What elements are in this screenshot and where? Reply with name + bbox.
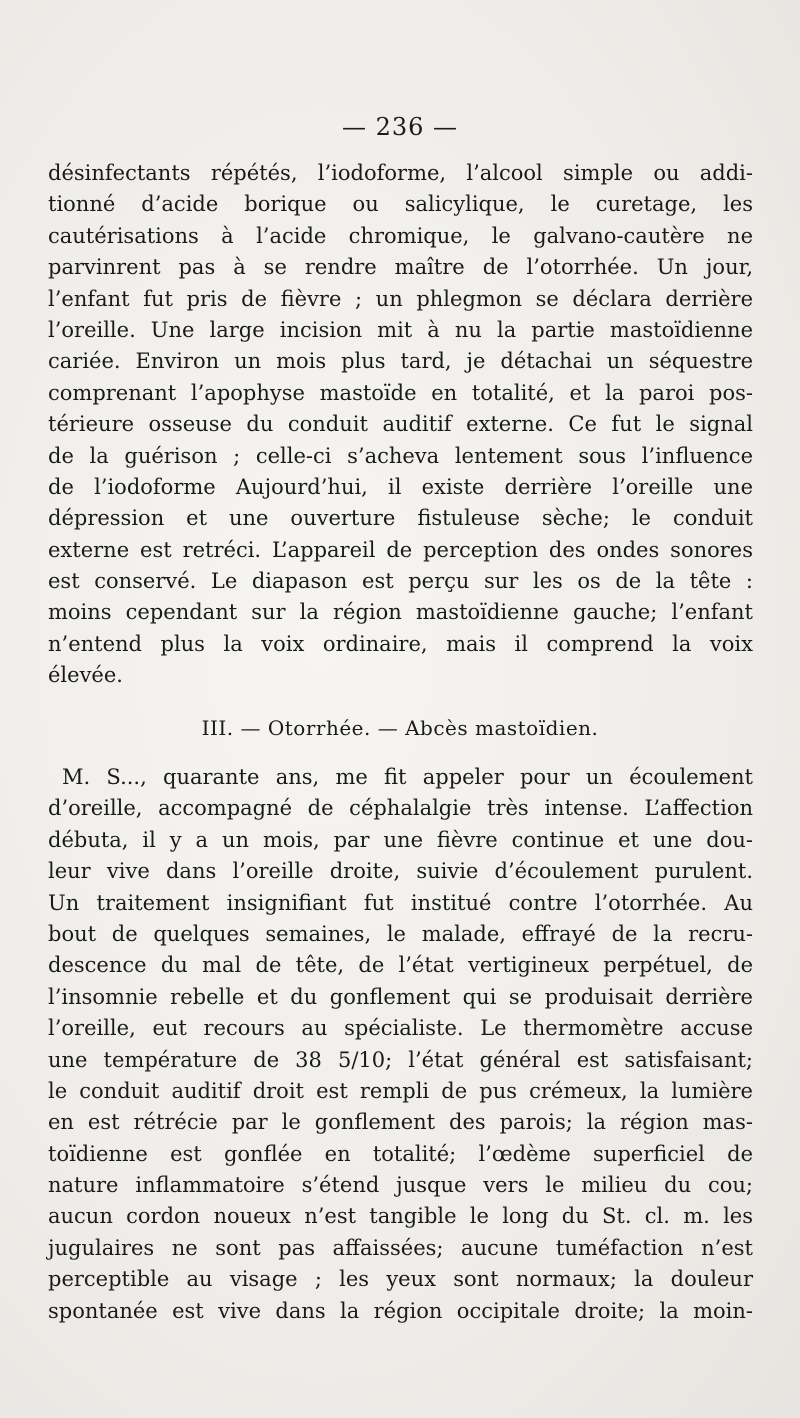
text-line: cautérisations à l’acide chromique, le galvano-cautère ne bbox=[48, 223, 753, 248]
text-line: est conservé. Le diapason est perçu sur les os de la tête : bbox=[48, 569, 753, 594]
text-line: perceptible au visage ; les yeux sont normaux; la douleur bbox=[48, 1267, 753, 1292]
text-line: descence du mal de tête, de l’état vertigineux perpétuel, de bbox=[48, 953, 753, 978]
text-line: M. S..., quarante ans, me fit appeler pour un écoulement bbox=[62, 765, 753, 789]
text-line: de la guérison ; celle-ci s’acheva lentement sous l’influence bbox=[48, 443, 753, 468]
page-number: — 236 — bbox=[341, 113, 459, 141]
text-line: l’oreille. Une large incision mit à nu la partie mastoïdienne bbox=[48, 317, 753, 342]
text-line: nature inflammatoire s’étend jusque vers le milieu du cou; bbox=[48, 1173, 753, 1198]
text-line: moins cependant sur la région mastoïdienne gauche; l’enfant bbox=[48, 600, 753, 625]
text-line: n’entend plus la voix ordinaire, mais il comprend la voix bbox=[48, 631, 753, 656]
text-line: Un traitement insignifiant fut institué contre l’otorrhée. Au bbox=[48, 890, 753, 915]
text-line: dépression et une ouverture fistuleuse sèche; le conduit bbox=[48, 506, 753, 531]
text-line: en est rétrécie par le gonflement des parois; la région mas- bbox=[48, 1110, 753, 1135]
text-line: une température de 38 5/10; l’état général est satisfaisant; bbox=[48, 1047, 753, 1072]
text-line: le conduit auditif droit est rempli de pus crémeux, la lumière bbox=[48, 1078, 753, 1103]
text-line: externe est retréci. L’appareil de perception des ondes sonores bbox=[48, 537, 753, 562]
paragraph-case-report bbox=[48, 762, 753, 1327]
paragraph-continued bbox=[48, 158, 753, 692]
text-line: spontanée est vive dans la région occipitale droite; la moin- bbox=[48, 1298, 753, 1323]
text-line: élevée. bbox=[48, 663, 123, 688]
text-line: jugulaires ne sont pas affaissées; aucune tuméfaction n’est bbox=[48, 1235, 753, 1260]
text-line: désinfectants répétés, l’iodoforme, l’alcool simple ou addi- bbox=[48, 161, 753, 185]
text-line: de l’iodoforme Aujourd’hui, il existe derrière l’oreille une bbox=[48, 474, 753, 499]
text-line: tionné d’acide borique ou salicylique, le curetage, les bbox=[48, 192, 753, 217]
text-line: bout de quelques semaines, le malade, effrayé de la recru- bbox=[48, 921, 753, 946]
text-line: parvinrent pas à se rendre maître de l’otorrhée. Un jour, bbox=[48, 255, 753, 280]
text-line: térieure osseuse du conduit auditif externe. Ce fut le signal bbox=[48, 412, 753, 437]
text-line: toïdienne est gonflée en totalité; l’œdème superficiel de bbox=[48, 1141, 753, 1166]
text-line: d’oreille, accompagné de céphalalgie très intense. L’affection bbox=[48, 796, 753, 821]
text-line: l’enfant fut pris de fièvre ; un phlegmon se déclara derrière bbox=[48, 286, 753, 311]
text-line: leur vive dans l’oreille droite, suivie d’écoulement purulent. bbox=[48, 859, 753, 884]
text-line: l’insomnie rebelle et du gonflement qui se produisait derrière bbox=[48, 984, 753, 1009]
text-line: débuta, il y a un mois, par une fièvre continue et une dou- bbox=[48, 827, 753, 852]
text-line: comprenant l’apophyse mastoïde en totalité, et la paroi pos- bbox=[48, 380, 753, 405]
text-line: cariée. Environ un mois plus tard, je détachai un séquestre bbox=[48, 349, 753, 374]
text-line: aucun cordon noueux n’est tangible le long du St. cl. m. les bbox=[48, 1204, 753, 1229]
section-heading: III. — Otorrhée. — Abcès mastoïdien. bbox=[201, 716, 599, 740]
text-line: l’oreille, eut recours au spécialiste. Le thermomètre accuse bbox=[48, 1016, 753, 1041]
